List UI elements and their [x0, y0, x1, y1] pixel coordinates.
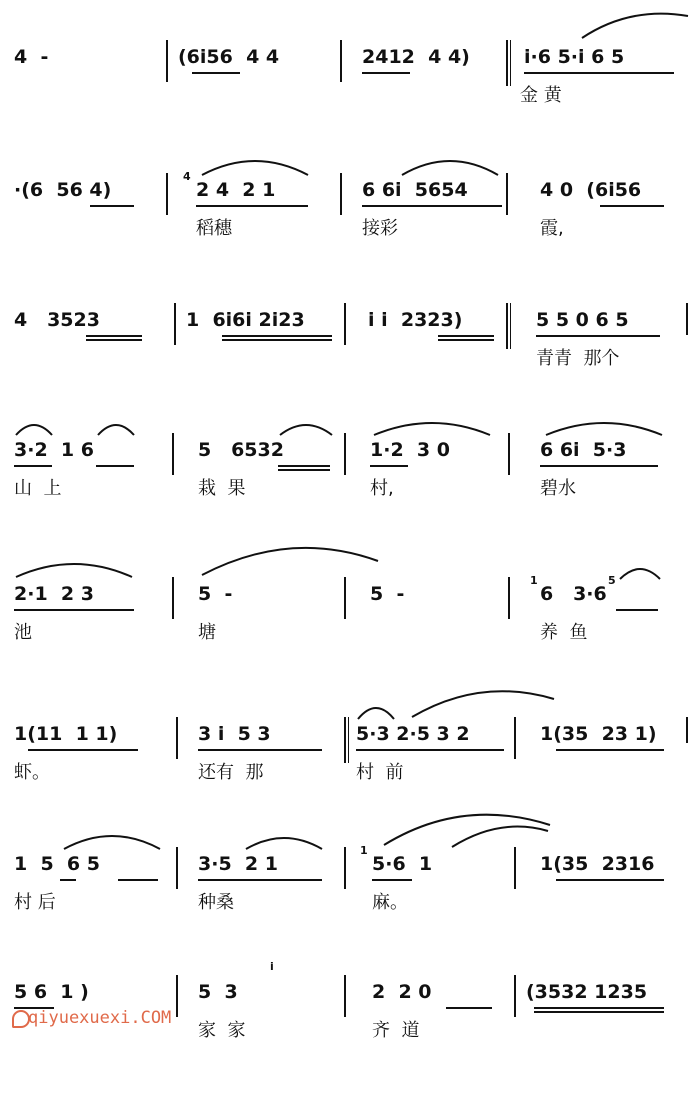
bar-line — [508, 577, 510, 619]
score-system-7 — [0, 844, 700, 967]
double-bar-line — [344, 717, 346, 763]
beam-underline — [616, 609, 658, 611]
beam-underline — [438, 339, 494, 341]
beam-underline — [196, 205, 308, 207]
lyric-text: 麻。 — [372, 892, 408, 913]
beam-underline — [600, 205, 664, 207]
bar-line — [174, 303, 176, 345]
score-system-8 — [0, 960, 700, 1095]
slur-arc — [200, 541, 380, 581]
score-system-5 — [0, 574, 700, 697]
beam-underline — [198, 879, 322, 881]
beam-underline — [534, 1011, 664, 1013]
measure-notes: 3·2 1 6 — [14, 439, 94, 461]
slur-arc — [356, 701, 396, 721]
measure-notes: 4 ‑ — [14, 46, 49, 68]
beam-underline — [438, 335, 494, 337]
measure-notes: i i 2323) — [368, 309, 463, 331]
bar-line — [686, 303, 688, 335]
double-bar-line — [506, 40, 508, 86]
beam-underline — [96, 465, 134, 467]
measure-notes: 1(11 1 1) — [14, 723, 118, 745]
lyric-text: 村 后 — [14, 892, 56, 913]
lyric-text: 稻穗 — [196, 218, 232, 239]
beam-underline — [370, 465, 408, 467]
slur-arc — [200, 155, 310, 179]
bar-line — [166, 173, 168, 215]
bar-line — [344, 433, 346, 475]
bar-line — [344, 577, 346, 619]
score-system-3 — [0, 303, 700, 423]
bar-line — [686, 717, 688, 743]
beam-underline — [372, 879, 412, 881]
lyric-text: 虾。 — [14, 762, 50, 783]
slur-arc — [14, 419, 54, 437]
beam-underline — [118, 879, 158, 881]
lyric-text: 栽 果 — [198, 478, 246, 499]
lyric-text: 接彩 — [362, 218, 398, 239]
slur-arc — [14, 557, 134, 579]
lyric-text: 金 黄 — [520, 85, 562, 106]
measure-notes: 5 6532 — [198, 439, 284, 461]
measure-notes: 5 ‑ — [370, 583, 405, 605]
beam-underline — [278, 465, 330, 467]
slur-arc — [618, 563, 662, 581]
grace-mark: 1 — [360, 844, 368, 857]
slur-arc — [450, 823, 550, 851]
bar-line — [176, 717, 178, 759]
bar-line — [340, 40, 342, 82]
slur-arc — [62, 829, 162, 851]
slur-arc — [400, 155, 500, 179]
measure-notes: (3532 1235 — [526, 981, 648, 1003]
lyric-text: 池 — [14, 622, 32, 643]
slur-arc — [544, 417, 664, 437]
beam-underline — [60, 879, 76, 881]
lyric-text: 种桑 — [198, 892, 234, 913]
bar-line — [172, 433, 174, 475]
measure-notes: i·6 5·i 6 5 — [524, 46, 625, 68]
score-system-2 — [0, 170, 700, 293]
measure-notes: 5·6 1 — [372, 853, 433, 875]
bar-line — [166, 40, 168, 82]
beam-underline — [534, 1007, 664, 1009]
measure-notes: 2 2 0 — [372, 981, 432, 1003]
slur-arc — [244, 831, 324, 851]
measure-notes: 6 6i 5654 — [362, 179, 468, 201]
lyric-text: 霞, — [540, 218, 564, 239]
measure-notes: 1·2 3 0 — [370, 439, 450, 461]
bar-line — [340, 173, 342, 215]
beam-underline — [28, 749, 138, 751]
bar-line — [506, 173, 508, 215]
beam-underline — [362, 205, 502, 207]
grace-mark: 1 — [530, 574, 538, 587]
lyric-text: 家 家 — [198, 1020, 246, 1041]
double-bar-line — [506, 303, 508, 349]
bar-line — [514, 847, 516, 889]
bar-line — [172, 577, 174, 619]
beam-underline — [86, 335, 142, 337]
slur-arc — [372, 417, 492, 437]
bar-line — [344, 303, 346, 345]
slur-arc — [580, 12, 690, 42]
beam-underline — [356, 749, 504, 751]
beam-underline — [222, 339, 332, 341]
measure-notes: 1(35 23 1) — [540, 723, 657, 745]
score-system-1 — [0, 40, 700, 160]
measure-notes: 3·5 2 1 — [198, 853, 278, 875]
score-system-4 — [0, 433, 700, 553]
beam-underline — [524, 72, 674, 74]
score-system-6 — [0, 717, 700, 837]
grace-mark: 5 — [608, 574, 616, 587]
beam-underline — [86, 339, 142, 341]
measure-notes: 5·3 2·5 3 2 — [356, 723, 470, 745]
lyric-text: 养 鱼 — [540, 622, 588, 643]
beam-underline — [14, 465, 52, 467]
lyric-text: 村 前 — [356, 762, 404, 783]
measure-notes: 4 3523 — [14, 309, 100, 331]
grace-mark: i — [270, 960, 274, 973]
beam-underline — [278, 469, 330, 471]
bar-line — [344, 975, 346, 1017]
measure-notes: 6 6i 5·3 — [540, 439, 627, 461]
beam-underline — [90, 205, 134, 207]
lyric-text: 村, — [370, 478, 394, 499]
measure-notes: 1 5 6 5 — [14, 853, 100, 875]
measure-notes: 1(35 2316 — [540, 853, 655, 875]
lyric-text: 碧水 — [540, 478, 576, 499]
measure-notes: 2412 4 4) — [362, 46, 470, 68]
bar-line — [176, 847, 178, 889]
beam-underline — [540, 465, 658, 467]
slur-arc — [410, 687, 556, 721]
measure-notes: 6 3·6 — [540, 583, 607, 605]
beam-underline — [198, 749, 322, 751]
measure-notes: ·(6 56 4) — [14, 179, 112, 201]
bar-line — [508, 433, 510, 475]
measure-notes: (6i56 4 4 — [178, 46, 280, 68]
watermark-text: qiyuexuexi.COM — [28, 1008, 172, 1028]
measure-notes: 3 i 5 3 — [198, 723, 271, 745]
lyric-text: 齐 道 — [372, 1020, 420, 1041]
bar-line — [344, 847, 346, 889]
measure-notes: 1 6i6i 2i23 — [186, 309, 305, 331]
beam-underline — [222, 335, 332, 337]
beam-underline — [536, 335, 660, 337]
lyric-text: 还有 那 — [198, 762, 264, 783]
measure-notes: 5 6 1 ) — [14, 981, 89, 1003]
beam-underline — [446, 1007, 492, 1009]
bar-line — [514, 717, 516, 759]
beam-underline — [556, 749, 664, 751]
bar-line — [514, 975, 516, 1017]
beam-underline — [14, 609, 134, 611]
measure-notes: 2·1 2 3 — [14, 583, 94, 605]
beam-underline — [192, 72, 240, 74]
measure-notes: 2 4 2 1 — [196, 179, 276, 201]
slur-arc — [96, 419, 136, 437]
measure-notes: 5 3 — [198, 981, 238, 1003]
bar-line — [176, 975, 178, 1017]
lyric-text: 青青 那个 — [536, 348, 620, 369]
beam-underline — [556, 879, 664, 881]
grace-mark: 4 — [183, 170, 191, 183]
lyric-text: 山 上 — [14, 478, 62, 499]
beam-underline — [362, 72, 410, 74]
measure-notes: 5 ‑ — [198, 583, 233, 605]
lyric-text: 塘 — [198, 622, 216, 643]
measure-notes: 5 5 0 6 5 — [536, 309, 629, 331]
measure-notes: 4 0 (6i56 — [540, 179, 642, 201]
slur-arc — [278, 419, 334, 437]
